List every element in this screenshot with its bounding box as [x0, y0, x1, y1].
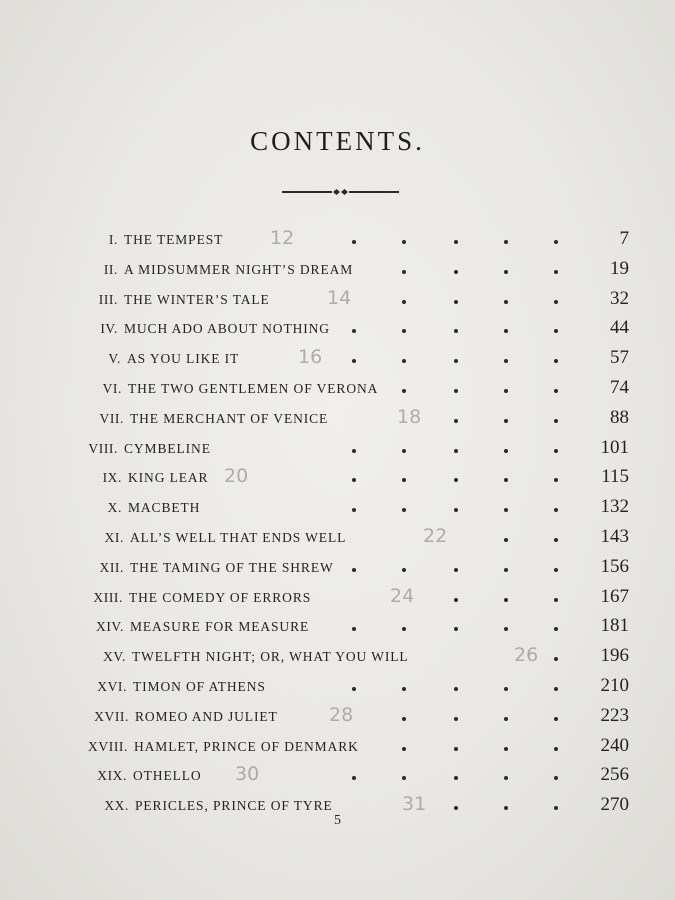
leader-dot	[554, 359, 558, 363]
toc-entry-page: 196	[600, 645, 629, 667]
leader-dot	[454, 419, 458, 423]
toc-entry-number: II.	[103, 261, 118, 277]
leader-dot	[554, 300, 558, 304]
page-number: 5	[334, 813, 341, 828]
pencil-annotation: 16	[298, 346, 323, 369]
rule-line-right	[349, 191, 399, 193]
toc-entry-title: HAMLET, PRINCE OF DENMARK	[134, 738, 359, 754]
leader-dot	[504, 717, 508, 721]
toc-entry-number: I.	[108, 232, 118, 247]
leader-dot	[504, 419, 508, 423]
leader-dot	[454, 747, 458, 751]
leader-dot	[554, 508, 558, 512]
leader-dot	[504, 806, 508, 810]
pencil-annotation: 28	[329, 703, 354, 726]
leader-dot	[454, 568, 458, 572]
leader-dot	[554, 657, 558, 661]
leader-dot	[352, 687, 356, 691]
leader-dot	[504, 329, 508, 333]
leader-dot	[554, 776, 558, 780]
leader-dot	[352, 359, 356, 363]
leader-dot	[504, 538, 508, 542]
leader-dot	[554, 478, 558, 482]
toc-entry-page: 210	[600, 675, 629, 696]
leader-dot	[402, 329, 406, 333]
leader-dot	[554, 747, 558, 751]
toc-entry-number: XV.	[103, 649, 126, 665]
leader-dot	[402, 300, 406, 304]
toc-entry-title: THE TAMING OF THE SHREW	[130, 559, 334, 575]
leader-dot	[402, 270, 406, 274]
pencil-annotation: 22	[423, 525, 448, 547]
toc-entry-page: 223	[600, 704, 629, 726]
toc-entry-title: MACBETH	[128, 500, 201, 516]
toc-entry-page: 132	[600, 496, 629, 518]
leader-dot	[402, 568, 406, 572]
leader-dot	[454, 687, 458, 691]
leader-dot	[352, 776, 356, 780]
leader-dot	[504, 776, 508, 780]
toc-entry-page: 57	[610, 347, 629, 369]
toc-entry-title: A MIDSUMMER NIGHT’S DREAM	[124, 261, 354, 277]
toc-entry-title: THE TWO GENTLEMEN OF VERONA	[128, 381, 379, 396]
leader-dot	[454, 389, 458, 393]
toc-entry-title: THE WINTER’S TALE	[124, 291, 270, 307]
toc-entry	[0, 227, 675, 262]
leader-dot	[554, 449, 558, 453]
toc-entry-page: 32	[610, 287, 629, 309]
toc-entry-title: MEASURE FOR MEASURE	[130, 619, 310, 635]
leader-dot	[554, 389, 558, 393]
toc-entry	[0, 703, 675, 739]
leader-dot	[554, 270, 558, 274]
leader-dot	[504, 449, 508, 453]
leader-dot	[554, 240, 558, 244]
leader-dot	[402, 508, 406, 512]
leader-dot	[504, 627, 508, 631]
toc-entry-page: 156	[600, 555, 629, 577]
pencil-annotation: 31	[402, 793, 427, 816]
leader-dot	[402, 240, 406, 244]
leader-dot	[504, 359, 508, 363]
toc-entry-number: XIV.	[95, 619, 124, 635]
leader-dot	[554, 717, 558, 721]
page-title: CONTENTS.	[250, 126, 425, 156]
toc-entry-title: PERICLES, PRINCE OF TYRE	[135, 798, 333, 814]
leader-dot	[554, 806, 558, 810]
leader-dot	[504, 478, 508, 482]
leader-dot	[554, 538, 558, 542]
toc-entry-title: CYMBELINE	[124, 440, 211, 456]
leader-dot	[504, 240, 508, 244]
toc-entry-title: MUCH ADO ABOUT NOTHING	[124, 321, 330, 337]
toc-entry-page: 44	[610, 317, 629, 339]
leader-dot	[504, 270, 508, 274]
toc-entry-title: ALL’S WELL THAT ENDS WELL	[130, 530, 347, 545]
toc-entry-number: VIII.	[88, 440, 118, 456]
pencil-annotation: 14	[327, 286, 352, 309]
leader-dot	[554, 329, 558, 333]
toc-entry-page: 7	[619, 228, 629, 249]
leader-dot	[352, 329, 356, 333]
toc-entry-page: 19	[610, 257, 629, 279]
leader-dot	[554, 568, 558, 572]
toc-entry-title: TIMON OF ATHENS	[133, 679, 266, 694]
leader-dot	[454, 359, 458, 363]
toc-entry-title: TWELFTH NIGHT; OR, WHAT YOU WILL	[132, 649, 409, 665]
toc-entry-number: XII.	[99, 559, 124, 575]
toc-entry	[0, 496, 675, 530]
toc-entry-title: THE COMEDY OF ERRORS	[129, 589, 312, 605]
leader-dot	[504, 389, 508, 393]
pencil-annotation: 24	[390, 584, 415, 607]
toc-entry-page: 74	[610, 377, 629, 398]
leader-dot	[454, 806, 458, 810]
toc-entry	[0, 436, 675, 471]
leader-dot	[352, 508, 356, 512]
leader-dot	[454, 329, 458, 333]
leader-dot	[352, 568, 356, 572]
toc-entry-page: 270	[600, 794, 629, 816]
toc-entry-title: THE TEMPEST	[124, 232, 224, 247]
leader-dot	[402, 389, 406, 393]
toc-entry-number: VII.	[99, 410, 124, 426]
toc-entry-title: AS YOU LIKE IT	[127, 351, 240, 367]
leader-dot	[454, 508, 458, 512]
pencil-annotation: 12	[270, 227, 295, 249]
leader-dot	[454, 449, 458, 453]
toc-entry-title: OTHELLO	[133, 768, 202, 784]
toc-entry-number: XIX.	[97, 768, 127, 784]
leader-dot	[454, 717, 458, 721]
leader-dot	[402, 717, 406, 721]
leader-dot	[402, 776, 406, 780]
toc-entry-number: IV.	[100, 321, 118, 337]
rule-line-left	[282, 191, 332, 193]
leader-dot	[402, 747, 406, 751]
ornament-icon	[333, 188, 348, 196]
toc-entry-number: XI.	[104, 530, 124, 545]
toc-entry-page: 88	[610, 406, 629, 428]
toc-entry-number: XVII.	[94, 708, 129, 724]
leader-dot	[504, 747, 508, 751]
toc-entry-page: 115	[601, 466, 629, 488]
toc-entry-page: 256	[600, 764, 629, 786]
leader-dot	[352, 240, 356, 244]
leader-dot	[504, 687, 508, 691]
toc-entry	[0, 734, 675, 769]
toc-entry-page: 240	[600, 734, 629, 756]
leader-dot	[454, 270, 458, 274]
pencil-annotation: 30	[235, 763, 260, 786]
toc-entry	[0, 644, 675, 679]
toc-entry	[0, 555, 675, 590]
leader-dot	[402, 359, 406, 363]
leader-dot	[402, 449, 406, 453]
leader-dot	[554, 687, 558, 691]
toc-entry-number: X.	[107, 500, 122, 516]
leader-dot	[454, 627, 458, 631]
leader-dot	[454, 598, 458, 602]
leader-dot	[352, 627, 356, 631]
toc-entry	[0, 584, 675, 620]
toc-entry-number: XVI.	[97, 679, 127, 694]
leader-dot	[454, 300, 458, 304]
toc-entry-page: 181	[600, 615, 629, 637]
leader-dot	[554, 598, 558, 602]
leader-dot	[554, 419, 558, 423]
leader-dot	[352, 449, 356, 453]
toc-entry-number: XIII.	[93, 589, 123, 605]
toc-entry-title: THE MERCHANT OF VENICE	[130, 410, 329, 426]
toc-entry-page: 101	[600, 436, 629, 458]
pencil-annotation: 20	[224, 465, 249, 488]
toc-entry-title: KING LEAR	[128, 470, 209, 486]
toc-entry-number: XX.	[104, 798, 129, 814]
toc-entry	[0, 377, 675, 411]
toc-entry	[0, 346, 675, 381]
toc-entry	[0, 615, 675, 649]
leader-dot	[504, 598, 508, 602]
pencil-annotation: 18	[397, 405, 422, 428]
toc-entry-page: 143	[600, 526, 629, 547]
toc-entry-page: 167	[600, 585, 629, 607]
leader-dot	[352, 478, 356, 482]
toc-entry-title: ROMEO AND JULIET	[135, 708, 278, 724]
toc-entry	[0, 405, 675, 441]
toc-entry	[0, 317, 675, 351]
leader-dot	[554, 627, 558, 631]
leader-dot	[454, 776, 458, 780]
pencil-annotation: 26	[514, 644, 539, 667]
toc-entry	[0, 525, 675, 560]
leader-dot	[402, 478, 406, 482]
leader-dot	[504, 508, 508, 512]
leader-dot	[402, 627, 406, 631]
toc-entry-number: V.	[108, 351, 121, 367]
leader-dot	[454, 478, 458, 482]
leader-dot	[402, 687, 406, 691]
decorative-rule	[282, 189, 399, 195]
toc-entry	[0, 763, 675, 798]
leader-dot	[504, 300, 508, 304]
leader-dot	[454, 240, 458, 244]
toc-entry-number: III.	[98, 291, 118, 307]
toc-entry-number: XVIII.	[88, 738, 128, 754]
toc-entry-number: IX.	[102, 470, 122, 486]
toc-entry	[0, 286, 675, 322]
toc-entry-number: VI.	[102, 381, 122, 396]
leader-dot	[504, 568, 508, 572]
toc-entry	[0, 465, 675, 500]
